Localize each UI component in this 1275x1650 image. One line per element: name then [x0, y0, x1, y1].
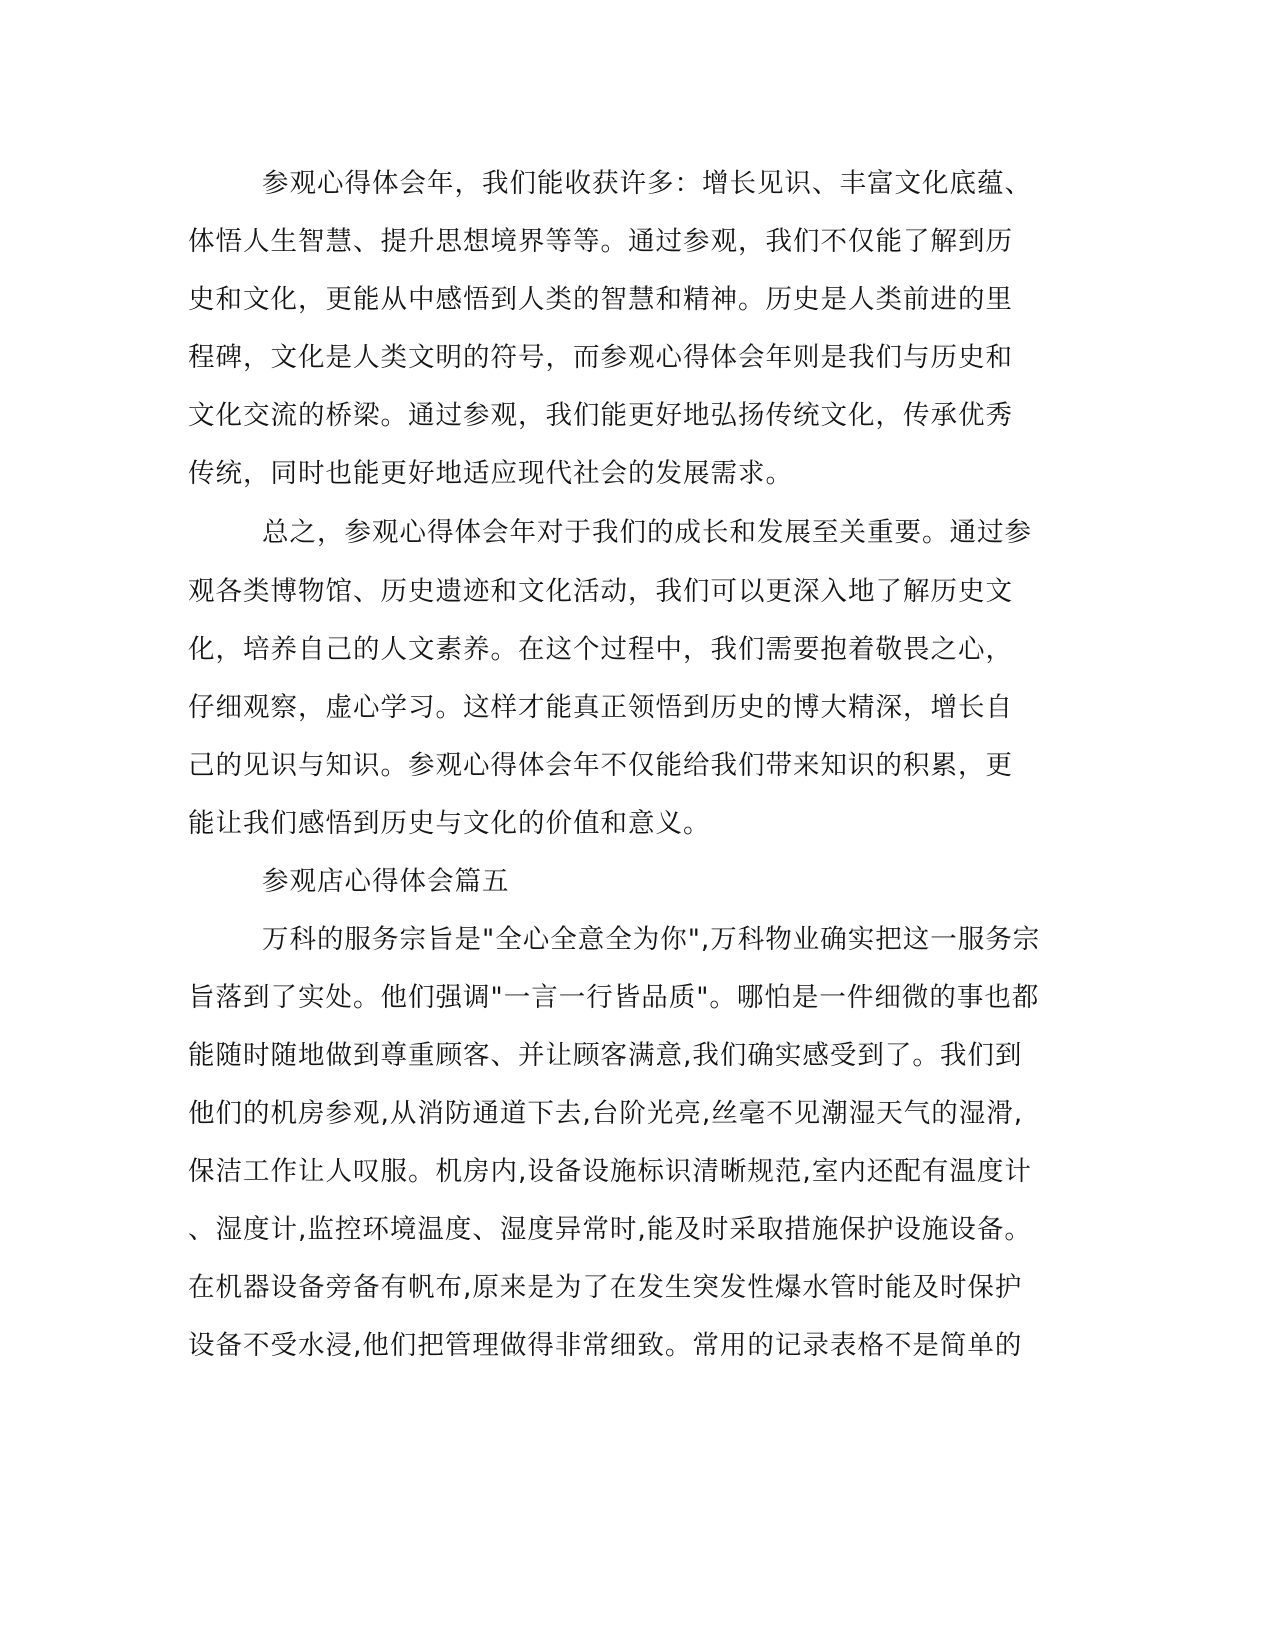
paragraph-1-line-6: 传统，同时也能更好地适应现代社会的发展需求。	[188, 458, 793, 489]
paragraph-3-line-4: 他们的机房参观,从消防通道下去,台阶光亮,丝毫不见潮湿天气的湿滑,	[188, 1098, 1024, 1129]
paragraph-3-line-6: 、湿度计,监控环境温度、湿度异常时,能及时采取措施保护设施设备。	[188, 1214, 1032, 1245]
paragraph-3-line-8: 设备不受水浸,他们把管理做得非常细致。常用的记录表格不是简单的	[188, 1330, 1023, 1361]
section-heading: 参观店心得体会篇五	[262, 866, 510, 897]
paragraph-1-line-1: 参观心得体会年，我们能收获许多：增长见识、丰富文化底蕴、	[262, 168, 1032, 199]
paragraph-2-line-3: 化，培养自己的人文素养。在这个过程中，我们需要抱着敬畏之心，	[188, 634, 1013, 665]
paragraph-3-line-5: 保洁工作让人叹服。机房内,设备设施标识清晰规范,室内还配有温度计	[188, 1156, 1032, 1187]
paragraph-1-line-4: 程碑，文化是人类文明的符号，而参观心得体会年则是我们与历史和	[188, 342, 1013, 373]
paragraph-1-line-2: 体悟人生智慧、提升思想境界等等。通过参观，我们不仅能了解到历	[188, 226, 1013, 257]
paragraph-3-line-1: 万科的服务宗旨是"全心全意全为你",万科物业确实把这一服务宗	[262, 924, 1041, 955]
paragraph-1-line-3: 史和文化，更能从中感悟到人类的智慧和精神。历史是人类前进的里	[188, 284, 1013, 315]
paragraph-2-line-6: 能让我们感悟到历史与文化的价值和意义。	[188, 808, 711, 839]
paragraph-3-line-2: 旨落到了实处。他们强调"一言一行皆品质"。哪怕是一件细微的事也都	[188, 982, 1040, 1013]
paragraph-1-line-5: 文化交流的桥梁。通过参观，我们能更好地弘扬传统文化，传承优秀	[188, 400, 1013, 431]
paragraph-2-line-4: 仔细观察，虚心学习。这样才能真正领悟到历史的博大精深，增长自	[188, 692, 1013, 723]
paragraph-3-line-7: 在机器设备旁备有帆布,原来是为了在发生突发性爆水管时能及时保护	[188, 1272, 1023, 1303]
paragraph-2-line-1: 总之，参观心得体会年对于我们的成长和发展至关重要。通过参	[262, 517, 1032, 548]
paragraph-2-line-2: 观各类博物馆、历史遗迹和文化活动，我们可以更深入地了解历史文	[188, 576, 1013, 607]
paragraph-3-line-3: 能随时随地做到尊重顾客、并让顾客满意,我们确实感受到了。我们到	[188, 1040, 1023, 1071]
paragraph-2-line-5: 己的见识与知识。参观心得体会年不仅能给我们带来知识的积累，更	[188, 750, 1013, 781]
